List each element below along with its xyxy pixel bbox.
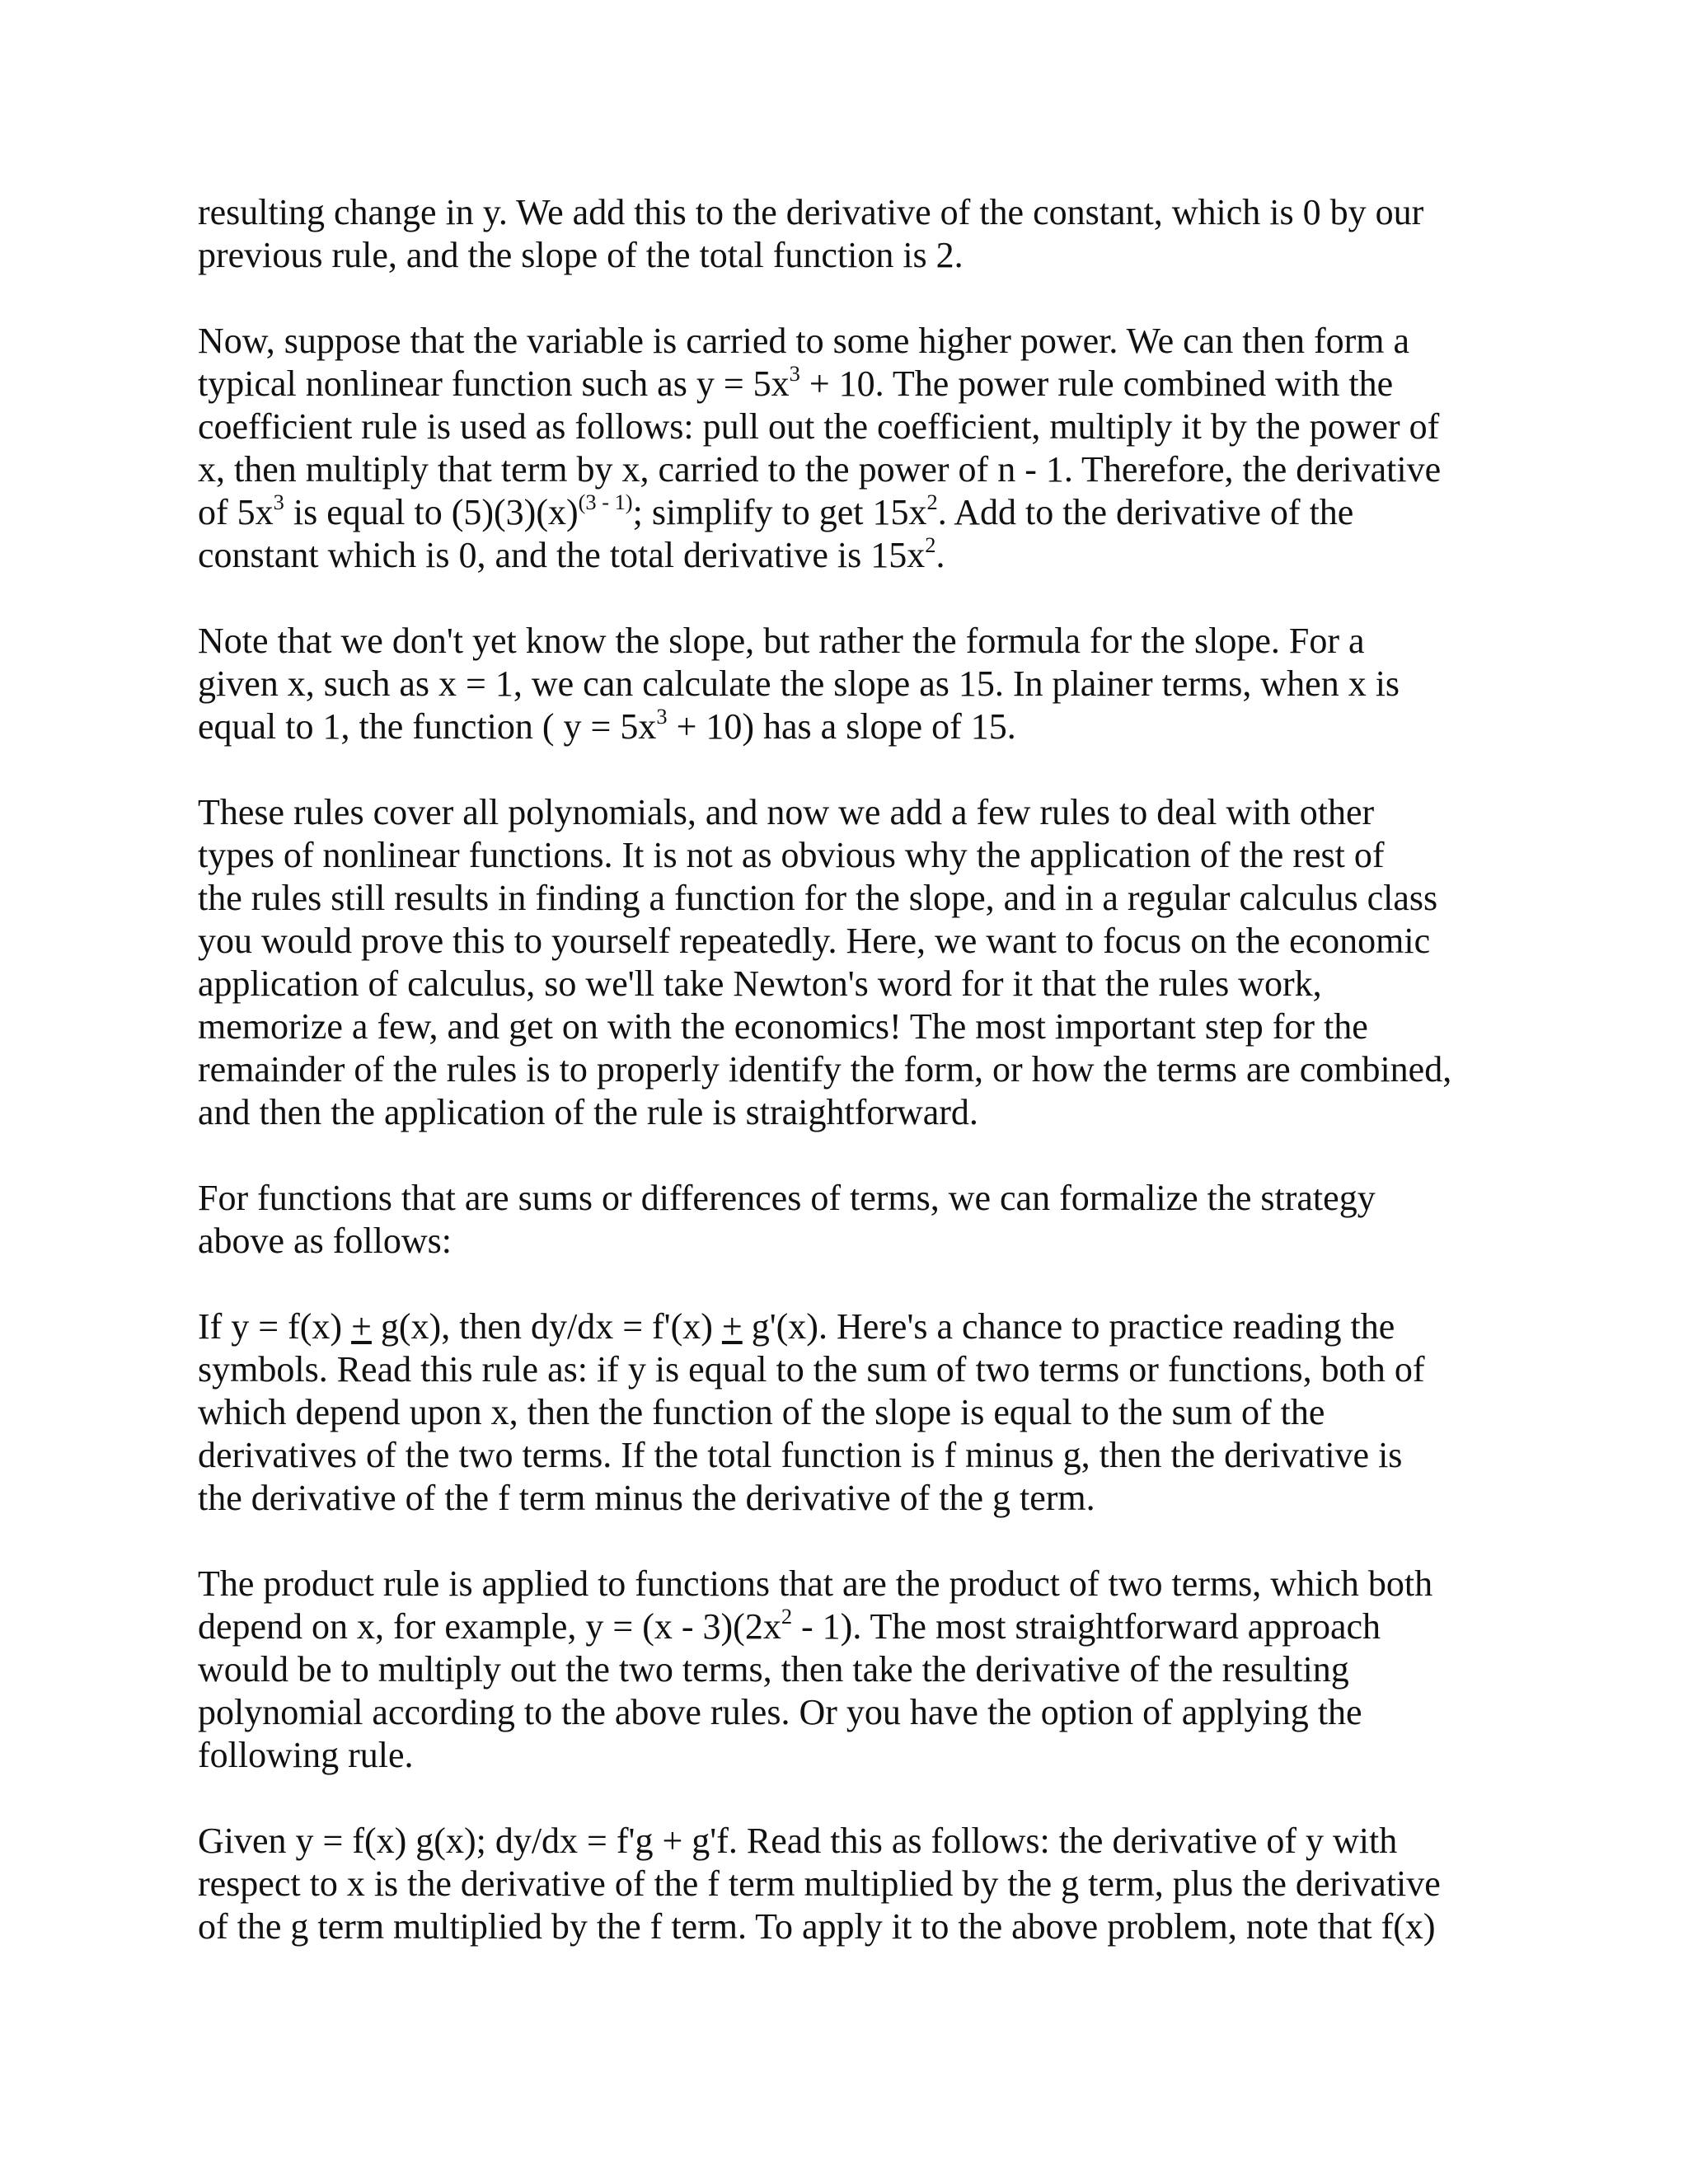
text-line: If y = f(x) + g(x), then dy/dx = f'(x) + g'(x). Here's a chance to practice reading the: [198, 1306, 1395, 1347]
text-line: following rule.: [198, 1735, 414, 1775]
text-line: typical nonlinear function such as $y = 5x^3 + 10$. The power rule combined with the: [198, 360, 1394, 404]
text-line: previous rule, and the slope of the total function is 2.: [198, 235, 964, 275]
text-line: application of calculus, so we'll take Newton's word for it that the rules work,: [198, 963, 1322, 1004]
text-line: you would prove this to yourself repeatedly. Here, we want to focus on the economic: [198, 921, 1431, 961]
paragraph-3: [198, 620, 1508, 748]
text-line: remainder of the rules is to properly identify the form, or how the terms are combined,: [198, 1049, 1452, 1090]
paragraph-4: [198, 791, 1508, 1134]
text-line: The product rule is applied to functions that are the product of two terms, which both: [198, 1563, 1433, 1604]
text-line: For functions that are sums or differences of terms, we can formalize the strategy: [198, 1178, 1376, 1218]
text-line: types of nonlinear functions. It is not as obvious why the application of the rest of: [198, 835, 1385, 875]
text-line: These rules cover all polynomials, and now we add a few rules to deal with other: [198, 792, 1375, 832]
paragraph-1: [198, 191, 1508, 277]
text-line: constant which is 0, and the total derivative is $15x^2$.: [198, 532, 945, 575]
text-line: x, then multiply that term by x, carried to the power of n - 1. Therefore, the derivative: [198, 449, 1442, 490]
text-line: of the g term multiplied by the f term. To apply it to the above problem, note that f(x): [198, 1906, 1436, 1947]
paragraph-6: [198, 1305, 1508, 1520]
paragraph-2: [198, 320, 1508, 577]
text-line: symbols. Read this rule as: if y is equal to the sum of two terms or functions, both of: [198, 1349, 1425, 1390]
text-line: resulting change in y. We add this to the derivative of the constant, which is 0 by our: [198, 192, 1424, 232]
text-line: derivatives of the two terms. If the total function is f minus g, then the derivative is: [198, 1435, 1403, 1475]
text-line: which depend upon x, then the function of the slope is equal to the sum of the: [198, 1392, 1325, 1432]
text-line: and then the application of the rule is straightforward.: [198, 1092, 978, 1132]
text-line: would be to multiply out the two terms, then take the derivative of the resulting: [198, 1649, 1349, 1690]
paragraph-5: [198, 1177, 1508, 1263]
text-line: Note that we don't yet know the slope, but rather the formula for the slope. For a: [198, 621, 1365, 661]
text-line: above as follows:: [198, 1221, 452, 1261]
text-line: Now, suppose that the variable is carried to some higher power. We can then form a: [198, 321, 1410, 361]
document-page: [198, 191, 1508, 1991]
text-line: Given y = f(x) g(x); dy/dx = f'g + g'f. Read this as follows: the derivative of y with: [198, 1821, 1398, 1861]
text-line: given x, such as x = 1, we can calculate the slope as 15. In plainer terms, when x is: [198, 663, 1400, 704]
paragraph-7: [198, 1563, 1508, 1777]
text-line: respect to x is the derivative of the f term multiplied by the g term, plus the derivative: [198, 1863, 1441, 1904]
paragraph-8: [198, 1820, 1508, 1948]
text-line: equal to 1, the function ( $y = 5x^3 + 10$) has a slope of 15.: [198, 703, 1016, 747]
text-line: polynomial according to the above rules. Or you have the option of applying the: [198, 1692, 1362, 1732]
text-line: of $5x^3$ is equal to $(5)(3)(x)^{(3 - 1)}$; simplify to get $15x^2$. Add to the derivative of the: [198, 489, 1354, 532]
text-line: the derivative of the f term minus the derivative of the g term.: [198, 1478, 1095, 1518]
text-line: memorize a few, and get on with the economics! The most important step for the: [198, 1006, 1368, 1047]
text-line: coefficient rule is used as follows: pull out the coefficient, multiply it by the power of: [198, 406, 1440, 447]
text-line: the rules still results in finding a function for the slope, and in a regular calculus class: [198, 878, 1438, 918]
text-line: depend on x, for example, $y = (x - 3)(2x^2 - 1)$. The most straightforward approach: [198, 1603, 1381, 1647]
